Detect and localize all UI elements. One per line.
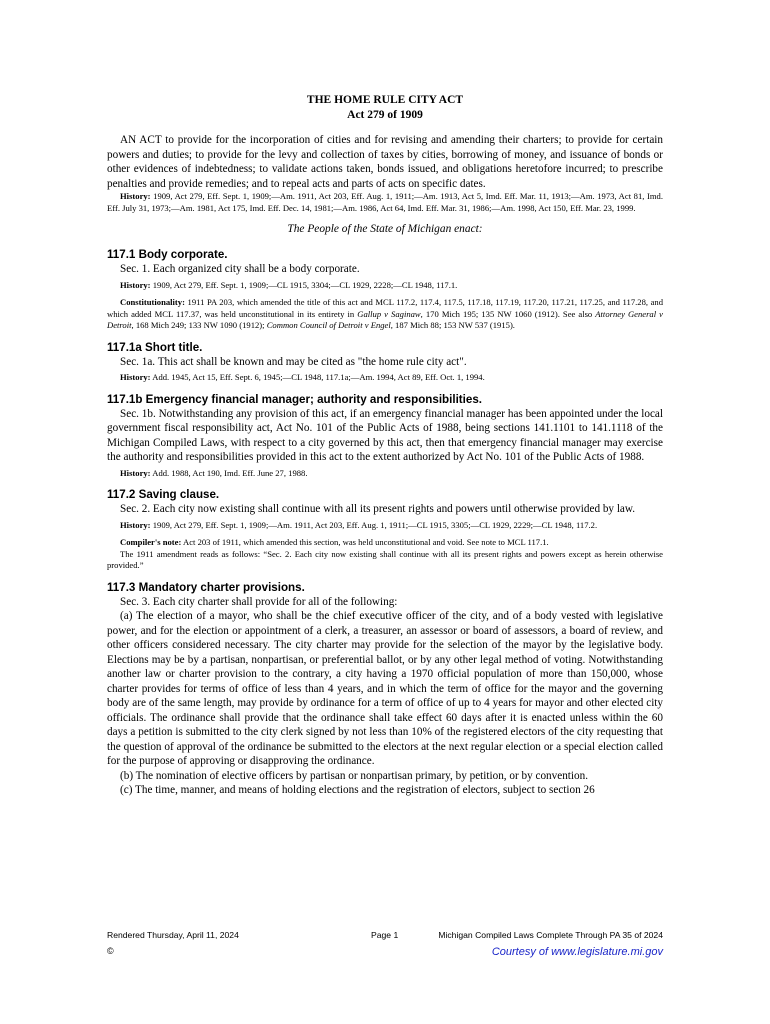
section-history-117-1 — [107, 280, 663, 292]
page-footer — [107, 930, 663, 942]
page-footer-credits — [107, 946, 663, 960]
history-text: 1909, Act 279, Eff. Sept. 1, 1909;—CL 1915, 3304;—CL 1929, 2228;—CL 1948, 117.1. — [152, 279, 458, 290]
history-text: Add. 1988, Act 190, Imd. Eff. June 27, 1988. — [152, 467, 308, 478]
preamble-history — [107, 191, 663, 214]
section-text-117-3-a: (a) The election of a mayor, who shall be the chief executive officer of the city, and of a body vested with legislative power, and for the election or appointment of a clerk, a treasurer, an assessor or board of assessors, a board of review, and other officers considered necessary. The city charter may provide for the selection of the mayor by the legislative body. Elections may be by a partisan, nonpartisan, or preferential ballot, or by any other legal method of voting. Notwithstanding another law or charter provision to the contrary, a city having a 1970 official population of more than 150,000, whose charter provides for terms of office of less than 4 years, and in which the term of office for the mayor and the governing body are of the same length, may provide by ordinance for a term of office of up to 4 years for mayor and other elected city officials. The ordinance shall provide that the ordinance shall take effect 60 days after it is enacted unless within the 60 days a petition is submitted to the city clerk signed by not less than 10% of the registered electors of the city requesting that the question of approval of the ordinance be submitted to the electors at the next regular election or a special election called for the purpose of approving or disapproving the ordinance. — [107, 610, 663, 767]
section-text-117-3-b: (b) The nomination of elective officers by partisan or nonpartisan primary, by petition, or by convention. — [120, 769, 588, 782]
act-subtitle: Act 279 of 1909 — [347, 109, 423, 121]
rendered-date: Rendered Thursday, April 11, 2024 — [107, 930, 239, 940]
constitutionality-text-c: , 168 Mich 249; 133 NW 1090 (1912); — [131, 320, 267, 330]
section-heading-117-2: 117.2 Saving clause. — [107, 488, 220, 501]
case-citation: Common Council of Detroit v Engel — [266, 320, 391, 330]
history-label: History: — [120, 191, 151, 201]
history-label: History: — [120, 279, 151, 290]
copyright-symbol: © — [107, 946, 114, 956]
section-text-117-1: Sec. 1. Each organized city shall be a body corporate. — [120, 263, 360, 275]
section-history-117-1b — [107, 468, 663, 480]
history-text: 1909, Act 279, Eff. Sept. 1, 1909;—Am. 1911, Act 203, Eff. Aug. 1, 1911;—CL 1915, 3305;—CL 1929, 2229;—CL 1948, 117.2. — [152, 519, 598, 530]
history-label: History: — [120, 372, 151, 382]
section-heading-117-1a: 117.1a Short title. — [107, 340, 203, 354]
history-label: History: — [120, 519, 151, 530]
compiler-note-amendment: The 1911 amendment reads as follows: “Sec. 2. Each city now existing shall continue with all its present rights and powers except as herein otherwise provided.” — [107, 548, 663, 570]
section-text-117-2: Sec. 2. Each city now existing shall continue with all its present rights and powers until otherwise provided by law. — [120, 503, 636, 515]
act-preamble: AN ACT to provide for the incorporation of cities and for revising and amending their charters; to provide for certain powers and duties; to provide for the levy and collection of taxes by cities, borrowing of money, and issuance of bonds or other evidences of indebtedness; to validate actions taken, bonds issued, and obligations heretofore incurred; to prescribe penalties and provide remedies; and to repeal acts and parts of acts on specific dates. — [107, 134, 663, 190]
document-page — [107, 93, 663, 798]
constitutionality-text-b: , 170 Mich 195; 135 NW 1060 (1912). See also — [420, 308, 596, 319]
act-title: THE HOME RULE CITY ACT — [306, 94, 464, 106]
history-text: Add. 1945, Act 15, Eff. Sept. 6, 1945;—CL 1948, 117.1a;—Am. 1994, Act 89, Eff. Oct. 1, 1994. — [152, 372, 485, 382]
section-text-117-3-c: (c) The time, manner, and means of holding elections and the registration of electors, subject to section 26 — [120, 784, 595, 796]
enacting-clause: The People of the State of Michigan enact: — [287, 223, 483, 235]
history-text: 1909, Act 279, Eff. Sept. 1, 1909;—Am. 1911, Act 203, Eff. Aug. 1, 1911;—Am. 1913, Act 5, Imd. Eff. Mar. 11, 1913;—Am. 1973, Act 81, Imd. Eff. July 31, 1973;—Am. 1981, Act 175, Imd. Eff. Dec. 14, 1981;—Am. 1986, Act 64, Imd. Eff. Mar. 31, 1986;—Am. 1998, Act 150, Eff. Mar. 23, 1999. — [107, 191, 663, 213]
section-text-117-3-intro: Sec. 3. Each city charter shall provide for all of the following: — [120, 595, 398, 608]
section-heading-117-3: 117.3 Mandatory charter provisions. — [107, 580, 305, 594]
compiler-note-text: Act 203 of 1911, which amended this section, was held unconstitutional and void. See note to MCL 117.1. — [183, 537, 549, 547]
constitutionality-note — [107, 297, 663, 332]
case-citation: Gallup v Saginaw — [357, 308, 421, 319]
section-history-117-2 — [107, 520, 663, 532]
section-text-117-1b: Sec. 1b. Notwithstanding any provision of this act, if an emergency financial manager has been appointed under the local government fiscal responsibility act, Act No. 101 of the Public Acts of 1988, being sections 141.1101 to 141.1118 of the Michigan Compiled Laws, with respect to a city governed by this act, then that emergency financial manager may exercise the authority and responsibilities provided in this act to the extent authorized by Act No. 101 of the Public Acts of 1988. — [107, 407, 663, 463]
section-heading-117-1b: 117.1b Emergency financial manager; authority and responsibilities. — [107, 392, 482, 406]
compiler-note-label: Compiler's note: — [120, 537, 182, 547]
constitutionality-label: Constitutionality: — [120, 297, 185, 307]
case-citation: Attorney General v Detroit — [107, 308, 663, 330]
page-number: Page 1 — [371, 930, 399, 940]
compiled-through: Michigan Compiled Laws Complete Through PA 35 of 2024 — [438, 930, 663, 940]
history-label: History: — [120, 467, 151, 478]
courtesy-link[interactable]: Courtesy of www.legislature.mi.gov — [491, 946, 663, 958]
section-text-117-1a: Sec. 1a. This act shall be known and may be cited as "the home rule city act". — [120, 355, 467, 368]
constitutionality-text-d: , 187 Mich 88; 153 NW 537 (1915). — [390, 320, 515, 330]
compiler-note — [107, 537, 663, 549]
section-history-117-1a — [107, 372, 663, 384]
constitutionality-text-a: 1911 PA 203, which amended the title of this act and MCL 117.2, 117.4, 117.5, 117.18, 117.19, 117.20, 117.21, 117.25, and 117.28, and which added MCL 117.37, was held unconstitutional in its entirety in — [107, 297, 663, 319]
section-heading-117-1: 117.1 Body corporate. — [107, 248, 228, 261]
